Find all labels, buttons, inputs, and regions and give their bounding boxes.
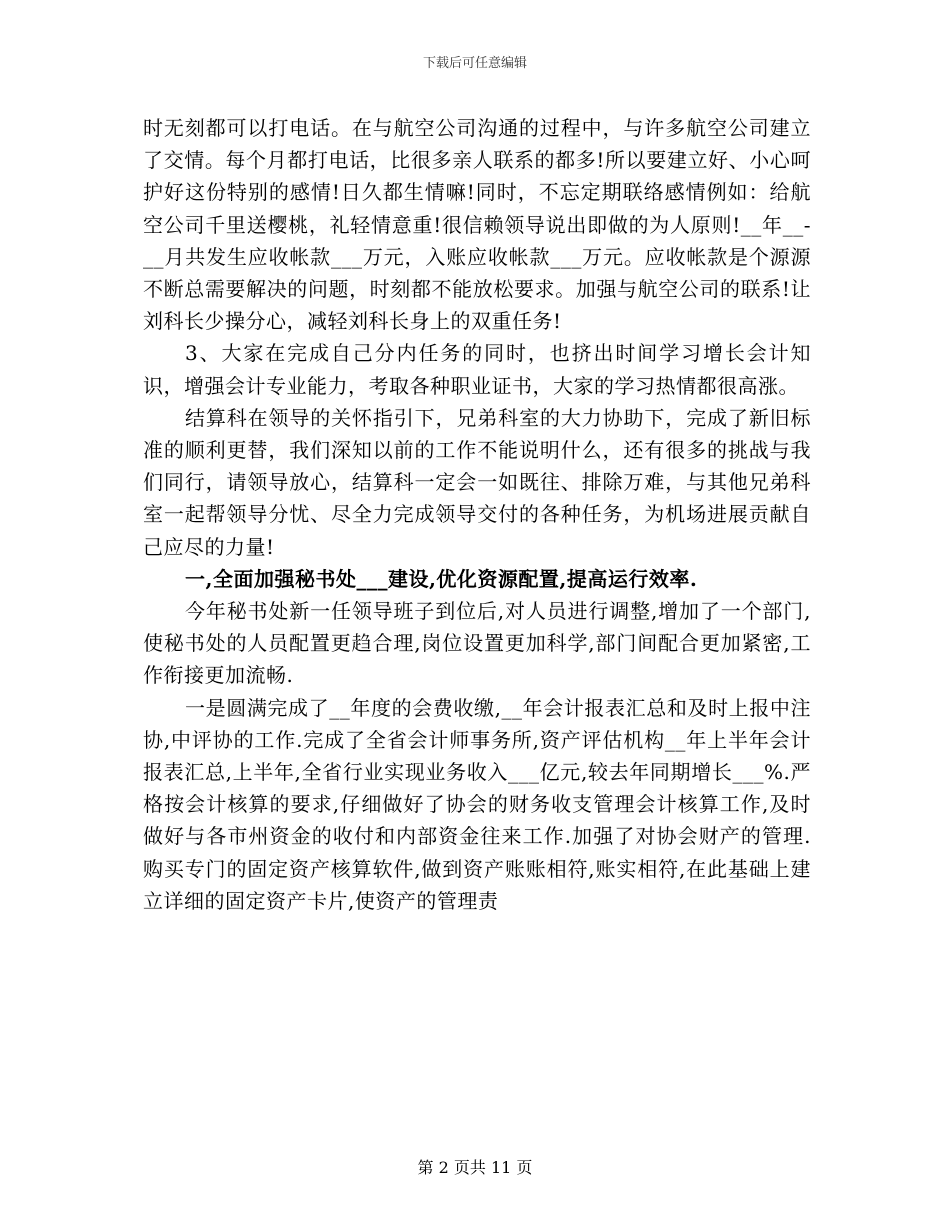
paragraph-5: 一是圆满完成了__年度的会费收缴,__年会计报表汇总和及时上报中注协,中评协的工作.完成了全省会计师事务所,资产评估机构__年上半年会计报表汇总,上半年,全省行业实现业务收入___亿元,较去年同期增长___%.严格按会计核算的要求,仔细做好了协会的财务收支管理会计核算工作,及时做好与各市州资金的收付和内部资金往来工作.加强了对协会财产的管理.购买专门的固定资产核算软件,做到资产账账相符,账实相符,在此基础上建立详细的固定资产卡片,使资产的管理责 [143,695,811,913]
paragraph-4: 今年秘书处新一任领导班子到位后,对人员进行调整,增加了一个部门,使秘书处的人员配置更趋合理,岗位设置更加科学,部门间配合更加紧密,工作衔接更加流畅. [143,599,811,688]
paragraph-2: 3、大家在完成自己分内任务的同时，也挤出时间学习增长会计知识，增强会计专业能力，考取各种职业证书，大家的学习热情都很高涨。 [143,341,811,398]
section-heading: 一,全面加强秘书处___建设,优化资源配置,提高运行效率. [185,566,698,591]
paragraph-3: 结算科在领导的关怀指引下，兄弟科室的大力协助下，完成了新旧标准的顺利更替，我们深知以前的工作不能说明什么，还有很多的挑战与我们同行，请领导放心，结算科一定会一如既往、排除万难，与其他兄弟科室一起帮领导分忧、尽全力完成领导交付的各种任务，为机场进展贡献自己应尽的力量! [143,405,811,559]
page-header: 下载后可任意编辑 [422,56,527,71]
paragraph-1: 时无刻都可以打电话。在与航空公司沟通的过程中，与许多航空公司建立了交情。每个月都打电话，比很多亲人联系的都多!所以要建立好、小心呵护好这份特别的感情!日久都生情嘛!同时，不忘定期联络感情例如：给航空公司千里送樱桃，礼轻情意重!很信赖领导说出即做的为人原则!__年__-__月共发生应收帐款___万元，入账应收帐款___万元。应收帐款是个源源不断总需要解决的问题，时刻都不能放松要求。加强与航空公司的联系!让刘科长少操分心，减轻刘科长身上的双重任务! [143,116,811,334]
page-footer: 第 2 页共 11 页 [417,1158,533,1177]
document-body [143,112,811,917]
